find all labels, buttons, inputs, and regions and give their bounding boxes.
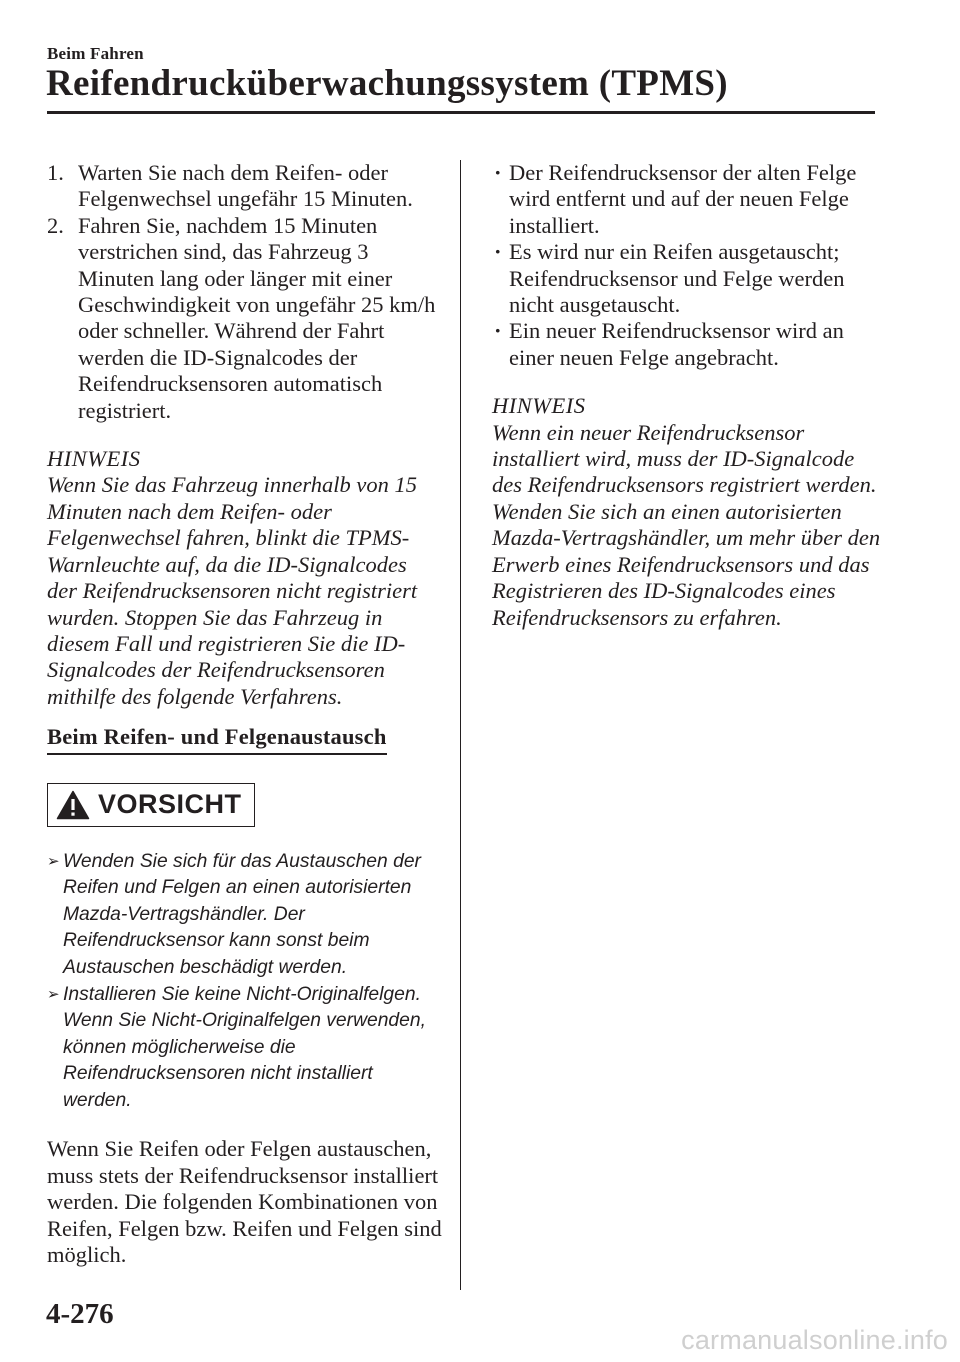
caution-item <box>47 849 442 982</box>
arrow-right-icon: ➢ <box>47 985 60 1003</box>
caution-box <box>47 783 255 827</box>
bullet-dot-icon: · <box>494 239 502 265</box>
page-title: Reifendrucküberwachungssystem (TPMS) <box>46 63 728 104</box>
list-item <box>492 160 887 239</box>
list-item-text: Der Reifendrucksensor der alten Felge wird entfernt und auf der neuen Felge installiert. <box>509 160 857 238</box>
note-block <box>47 446 442 710</box>
list-item <box>492 318 887 371</box>
note-text: Wenn Sie das Fahrzeug innerhalb von 15 Minuten nach dem Reifen- oder Felgenwechsel fahren, blinkt die TPMS-Warnleuchte auf, da die ID-Signalcodes der Reifendrucksensoren nicht registriert wurden. Stoppen Sie das Fahrzeug in diesem Fall und registrieren Sie die ID-Signalcodes der Reifendrucksensoren mithilfe des folgende Verfahrens. <box>47 472 418 709</box>
column-divider <box>460 160 461 1290</box>
step-item <box>47 213 442 424</box>
page-number: 4-276 <box>46 1298 114 1330</box>
warning-triangle-icon <box>56 790 90 820</box>
caution-label: VORSICHT <box>98 789 242 820</box>
combination-list <box>492 160 887 371</box>
right-column <box>492 160 887 631</box>
bullet-dot-icon: · <box>494 160 502 185</box>
note-block <box>492 393 887 631</box>
step-number: 2. <box>47 212 64 238</box>
list-item <box>492 239 887 318</box>
step-number: 1. <box>47 160 64 185</box>
subheading-wrapper <box>47 724 442 754</box>
step-item <box>47 160 442 213</box>
watermark: carmanualsonline.info <box>681 1325 948 1355</box>
caution-list <box>47 849 442 1115</box>
note-heading: HINWEIS <box>47 446 141 472</box>
left-column <box>47 160 442 1269</box>
title-rule <box>47 111 875 114</box>
arrow-right-icon: ➢ <box>47 852 60 870</box>
list-item-text: Es wird nur ein Reifen ausgetauscht; Reifendrucksensor und Felge werden nicht ausgetauscht. <box>509 239 845 318</box>
step-list <box>47 160 442 424</box>
note-heading: HINWEIS <box>492 393 586 419</box>
caution-text: Installieren Sie keine Nicht-Originalfelgen. Wenn Sie Nicht-Originalfelgen verwenden, können möglicherweise die Reifendrucksensoren nicht installiert werden. <box>63 983 426 1111</box>
caution-text: Wenden Sie sich für das Austauschen der Reifen und Felgen an einen autorisierten Mazda-Vertragshändler. Der Reifendrucksensor kann sonst beim Austauschen beschädigt werden. <box>63 850 421 978</box>
subheading: Beim Reifen- und Felgenaustausch <box>47 724 387 754</box>
list-item-text: Ein neuer Reifendrucksensor wird an einer neuen Felge angebracht. <box>509 318 844 370</box>
section-label: Beim Fahren <box>47 44 144 63</box>
caution-item <box>47 982 442 1115</box>
bullet-dot-icon: · <box>494 318 502 344</box>
closing-paragraph: Wenn Sie Reifen oder Felgen austauschen, muss stets der Reifendrucksensor installiert werden. Die folgenden Kombinationen von Reifen, Felgen bzw. Reifen und Felgen sind möglich. <box>47 1136 442 1268</box>
note-text: Wenn ein neuer Reifendrucksensor installiert wird, muss der ID-Signalcode des Reifendrucksensors registriert werden. Wenden Sie sich an einen autorisierten Mazda-Vertragshändler, um mehr über den Erwerb eines Reifendrucksensors und das Registrieren des ID-Signalcodes eines Reifendrucksensors zu erfahren. <box>492 419 881 630</box>
step-text: Fahren Sie, nachdem 15 Minuten verstrichen sind, das Fahrzeug 3 Minuten lang oder länger mit einer Geschwindigkeit von ungefähr 25 km/h oder schneller. Während der Fahrt werden die ID-Signalcodes der Reifendrucksensoren automatisch registriert. <box>78 212 436 423</box>
step-text: Warten Sie nach dem Reifen- oder Felgenwechsel ungefähr 15 Minuten. <box>78 160 413 212</box>
